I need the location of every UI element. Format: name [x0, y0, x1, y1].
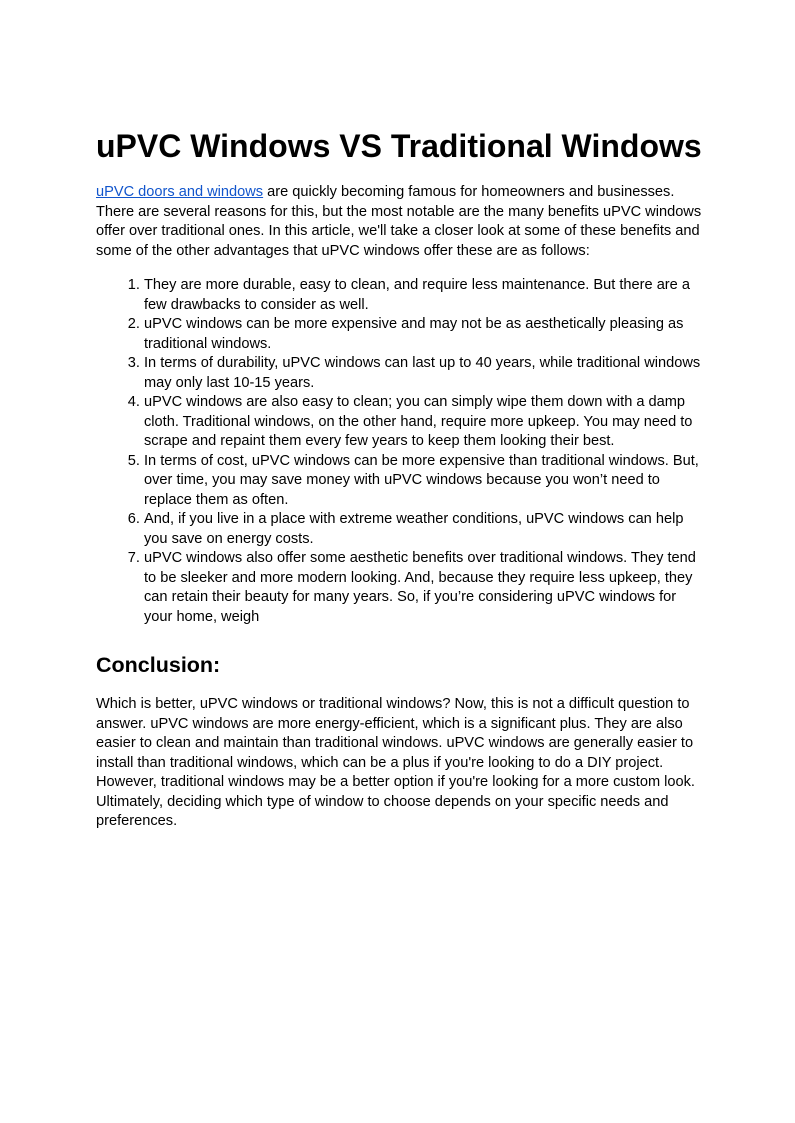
list-item: 2. uPVC windows can be more expensive and may not be as aesthetically pleasing as traditional windows.: [144, 315, 702, 354]
list-item: 3. In terms of durability, uPVC windows can last up to 40 years, while traditional windows may only last 10-15 years.: [144, 354, 702, 393]
list-item: 4. uPVC windows are also easy to clean; you can simply wipe them down with a damp cloth. Traditional windows, on the other hand, require more upkeep. You may need to scrape and repaint them every few years to keep them looking their best.: [144, 393, 702, 452]
intro-paragraph: [96, 183, 702, 261]
list-item: 1. They are more durable, easy to clean, and require less maintenance. But there are a few drawbacks to consider as well.: [144, 276, 702, 315]
list-item: 7. uPVC windows also offer some aesthetic benefits over traditional windows. They tend to be sleeker and more modern looking. And, because they require less upkeep, they can retain their beauty for many years. So, if you’re considering uPVC windows for your home, weigh: [144, 549, 702, 627]
list-item: 6. And, if you live in a place with extreme weather conditions, uPVC windows can help you save on energy costs.: [144, 510, 702, 549]
benefits-list: [96, 276, 702, 627]
upvc-doors-windows-link[interactable]: uPVC doors and windows: [96, 184, 264, 200]
list-item: 5. In terms of cost, uPVC windows can be more expensive than traditional windows. But, over time, you may save money with uPVC windows because you won’t need to replace them as often.: [144, 452, 702, 511]
document-page: [96, 126, 702, 832]
conclusion-paragraph: Which is better, uPVC windows or traditional windows? Now, this is not a difficult question to answer. uPVC windows are more energy-efficient, which is a significant plus. They are also easier to clean and maintain than traditional windows. uPVC windows are generally easier to install than traditional windows, which can be a plus if you're looking to do a DIY project. However, traditional windows may be a better option if you're looking for a more custom look. Ultimately, deciding which type of window to choose depends on your specific needs and preferences.: [96, 696, 695, 829]
conclusion-heading: Conclusion:: [96, 653, 221, 677]
page-title: uPVC Windows VS Traditional Windows: [96, 128, 702, 164]
intro-text: are quickly becoming famous for homeowners and businesses. There are several reasons for this, but the most notable are the many benefits uPVC windows offer over traditional ones. In this article, we'll take a closer look at some of these benefits and some of the other advantages that uPVC windows offer these are as follows:: [96, 184, 702, 259]
